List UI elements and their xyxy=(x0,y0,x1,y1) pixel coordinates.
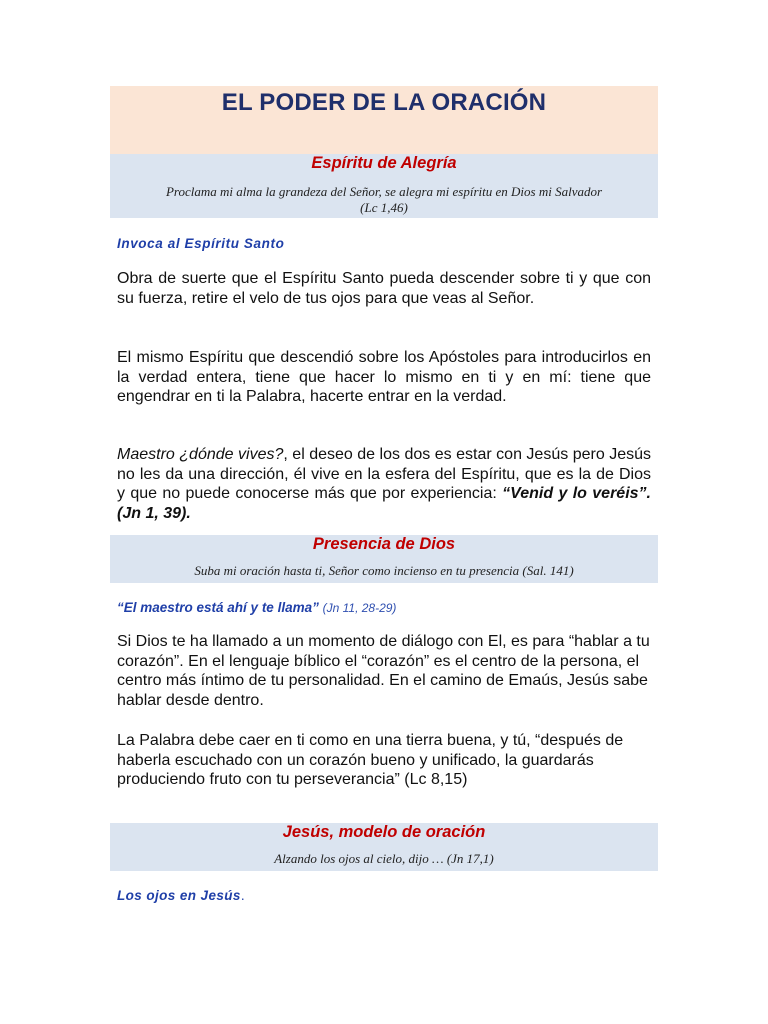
paragraph xyxy=(117,445,651,523)
section-banner-presencia xyxy=(110,535,658,583)
section-quote-line: Proclama mi alma la grandeza del Señor, se alegra mi espíritu en Dios mi Salvador xyxy=(165,184,603,199)
section-title: Presencia de Dios xyxy=(312,535,456,553)
page-title: EL PODER DE LA ORACIÓN xyxy=(221,89,547,116)
section-quote: Suba mi oración hasta ti, Señor como incienso en tu presencia (Sal. 141) xyxy=(194,563,574,578)
subhead-invoca xyxy=(117,236,284,251)
subhead-text: Invoca al Espíritu Santo xyxy=(117,236,285,251)
paragraph-italic: Maestro ¿dónde vives? xyxy=(117,446,284,463)
title-banner xyxy=(110,86,658,154)
subhead-maestro xyxy=(117,600,396,615)
section-quote xyxy=(110,184,658,216)
subhead-text: Los ojos en Jesús xyxy=(117,888,241,903)
paragraph-quote: “Venid y lo veréis”. (Jn 1, 39). xyxy=(117,485,651,522)
subhead-ojos xyxy=(117,888,245,903)
paragraph: El mismo Espíritu que descendió sobre los Apóstoles para introducirlos en la verdad entera, tiene que hacer lo mismo en ti y en mí: tiene que engendrar en ti la Palabra, hacerte entrar en la verdad. xyxy=(117,349,651,406)
section-title: Jesús, modelo de oración xyxy=(282,823,486,841)
paragraph: La Palabra debe caer en ti como en una tierra buena, y tú, “después de haberla escuchado con un corazón bueno y unificado, la guardarás produciendo fruto con tu perseverancia” (Lc 8,15) xyxy=(117,732,624,789)
paragraph: Si Dios te ha llamado a un momento de diálogo con El, es para “hablar a tu corazón”. En el lenguaje bíblico el “corazón” es el centro de la persona, el centro más íntimo de tu personalidad. En el camino de Emaús, Jesús sabe hablar desde dentro. xyxy=(117,633,650,709)
section-quote-line: (Lc 1,46) xyxy=(360,200,408,215)
section-banner-alegria xyxy=(110,154,658,218)
section-title: Espíritu de Alegría xyxy=(311,154,457,172)
paragraph: Obra de suerte que el Espíritu Santo pueda descender sobre ti y que con su fuerza, retire el velo de tus ojos para que veas al Señor. xyxy=(117,270,651,307)
paragraph-text: , el deseo de los dos es estar con Jesús pero Jesús no les da una dirección, él vive en la esfera del Espíritu, que es la de Dios y que no puede conocerse más que por experiencia: xyxy=(117,446,651,503)
section-banner-modelo xyxy=(110,823,658,871)
subhead-reference: (Jn 11, 28-29) xyxy=(322,601,397,615)
section-quote: Alzando los ojos al cielo, dijo … (Jn 17,1) xyxy=(274,851,494,866)
subhead-text: “El maestro está ahí y te llama” xyxy=(117,600,319,615)
subhead-period: . xyxy=(240,888,245,903)
